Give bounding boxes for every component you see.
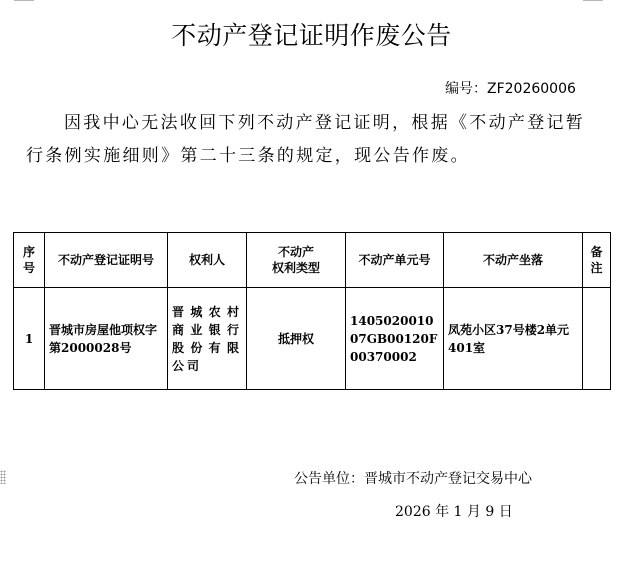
cell-seq: 1: [14, 288, 45, 390]
header-right-type-line1: 不动产: [277, 245, 314, 259]
void-certificates-table: [13, 232, 611, 390]
cell-owner: 晋城农村商业银行股份有限公司: [168, 288, 247, 390]
table-header-row: [14, 233, 611, 288]
announcement-body: 因我中心无法收回下列不动产登记证明，根据《不动产登记暂行条例实施细则》第二十三条的规定，现公告作废。: [26, 113, 586, 166]
header-right-type: [247, 233, 346, 288]
cell-cert-no: 晋城市房屋他项权字第2000028号: [45, 288, 168, 390]
page-corner-mark-left: [14, 0, 34, 1]
header-cert-no: 不动产登记证明号: [45, 233, 168, 288]
header-location: 不动产坐落: [444, 233, 583, 288]
header-owner: 权利人: [168, 233, 247, 288]
issuing-unit: 公告单位：晋城市不动产登记交易中心: [294, 471, 532, 487]
page-title: 不动产登记证明作废公告: [171, 20, 452, 50]
header-seq: 序号: [14, 233, 45, 288]
header-right-type-line2: 权利类型: [271, 261, 320, 275]
table-row: [14, 288, 611, 390]
header-unit-no: 不动产单元号: [346, 233, 444, 288]
cell-unit-no: 140502001007GB00120F00370002: [346, 288, 444, 390]
cell-note: [583, 288, 611, 390]
cell-location: 凤苑小区37号楼2单元401室: [444, 288, 583, 390]
header-note: 备注: [583, 233, 611, 288]
page-corner-mark-right: [583, 0, 603, 1]
document-number: 编号：ZF20260006: [445, 81, 576, 97]
cell-right-type: 抵押权: [247, 288, 346, 390]
drag-handle-icon[interactable]: [0, 470, 6, 484]
issue-date: 2026 年 1 月 9 日: [395, 504, 513, 520]
